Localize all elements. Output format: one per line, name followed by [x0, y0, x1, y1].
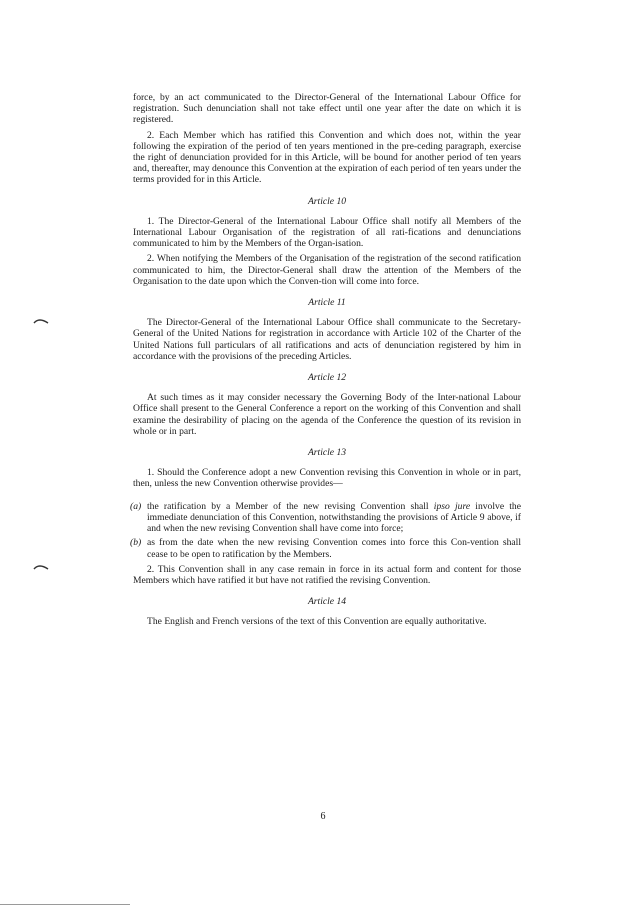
paragraph-continuation: force, by an act communicated to the Director-General of the International Labour Office for registration. Such denunciation shall not take effect until one year after the date on which it is registered. [133, 92, 521, 126]
article-14-paragraph: The English and French versions of the text of this Convention are equally authoritative. [147, 616, 487, 628]
item-b-label: (b) [130, 537, 142, 549]
paragraph-denunciation-2: 2. Each Member which has ratified this Convention and which does not, within the year following the expiration of the period of ten years mentioned in the pre-ceding paragraph, exercise the right of denunciation provided for in this Article, will be bound for another period of ten years and, thereafter, may denounce this Convention at the expiration of each period of ten years under the terms provided for in this Article. [133, 129, 521, 186]
item-b-text: as from the date when the new revising Convention comes into force this Con-vention shall cease to be open to ratification by the Members. [147, 537, 521, 560]
margin-mark-upper [33, 318, 49, 324]
article-14-heading: Article 14 [307, 596, 347, 608]
article-13-item-b [130, 537, 521, 560]
article-12-paragraph: At such times as it may consider necessary the Governing Body of the Inter-national Labour Office shall present to the General Conference a report on the working of this Convention and shall examine the desirability of placing on the agenda of the Conference the question of its revision in whole or in part. [133, 392, 521, 437]
item-a-text-start: the ratification by a Member of the new revising Convention shall [147, 500, 429, 512]
article-13-paragraph-1: 1. Should the Conference adopt a new Convention revising this Convention in whole or in part, then, unless the new Convention otherwise provides— [133, 467, 521, 490]
margin-mark-lower [33, 564, 49, 570]
article-10-paragraph-2: 2. When notifying the Members of the Organisation of the registration of the second ratification communicated to him, the Director-General shall draw the attention of the Members of the Organisation to the date upon which the Conven-tion will come into force. [133, 253, 521, 287]
article-13-heading: Article 13 [307, 447, 347, 459]
document-body [130, 92, 521, 628]
article-12-heading: Article 12 [307, 372, 347, 384]
article-11-heading: Article 11 [308, 297, 346, 309]
article-13-paragraph-2: 2. This Convention shall in any case remain in force in its actual form and content for those Members which have ratified it but have not ratified the revising Convention. [133, 563, 521, 586]
item-a-latin-term: ipso jure [433, 500, 471, 512]
article-11-paragraph: The Director-General of the International Labour Office shall communicate to the Secretary-General of the United Nations for registration in accordance with Article 102 of the Charter of the United Nations full particulars of all ratifications and acts of denunciation registered by him in accordance with the provisions of the preceding Articles. [133, 317, 521, 362]
item-a-text-end: involve the immediate denunciation of this Convention, notwithstanding the provisions of Article 9 above, if and when the new revising Convention shall have come into force; [147, 500, 521, 535]
article-13-item-a [130, 500, 521, 535]
article-10-heading: Article 10 [307, 195, 347, 207]
item-a-label: (a) [130, 500, 142, 512]
page-number: 6 [320, 811, 326, 822]
article-10-paragraph-1: 1. The Director-General of the International Labour Office shall notify all Members of the International Labour Organisation of the registration of all rati-fications and denunciations communicated to him by the Members of the Organ-isation. [133, 215, 521, 250]
